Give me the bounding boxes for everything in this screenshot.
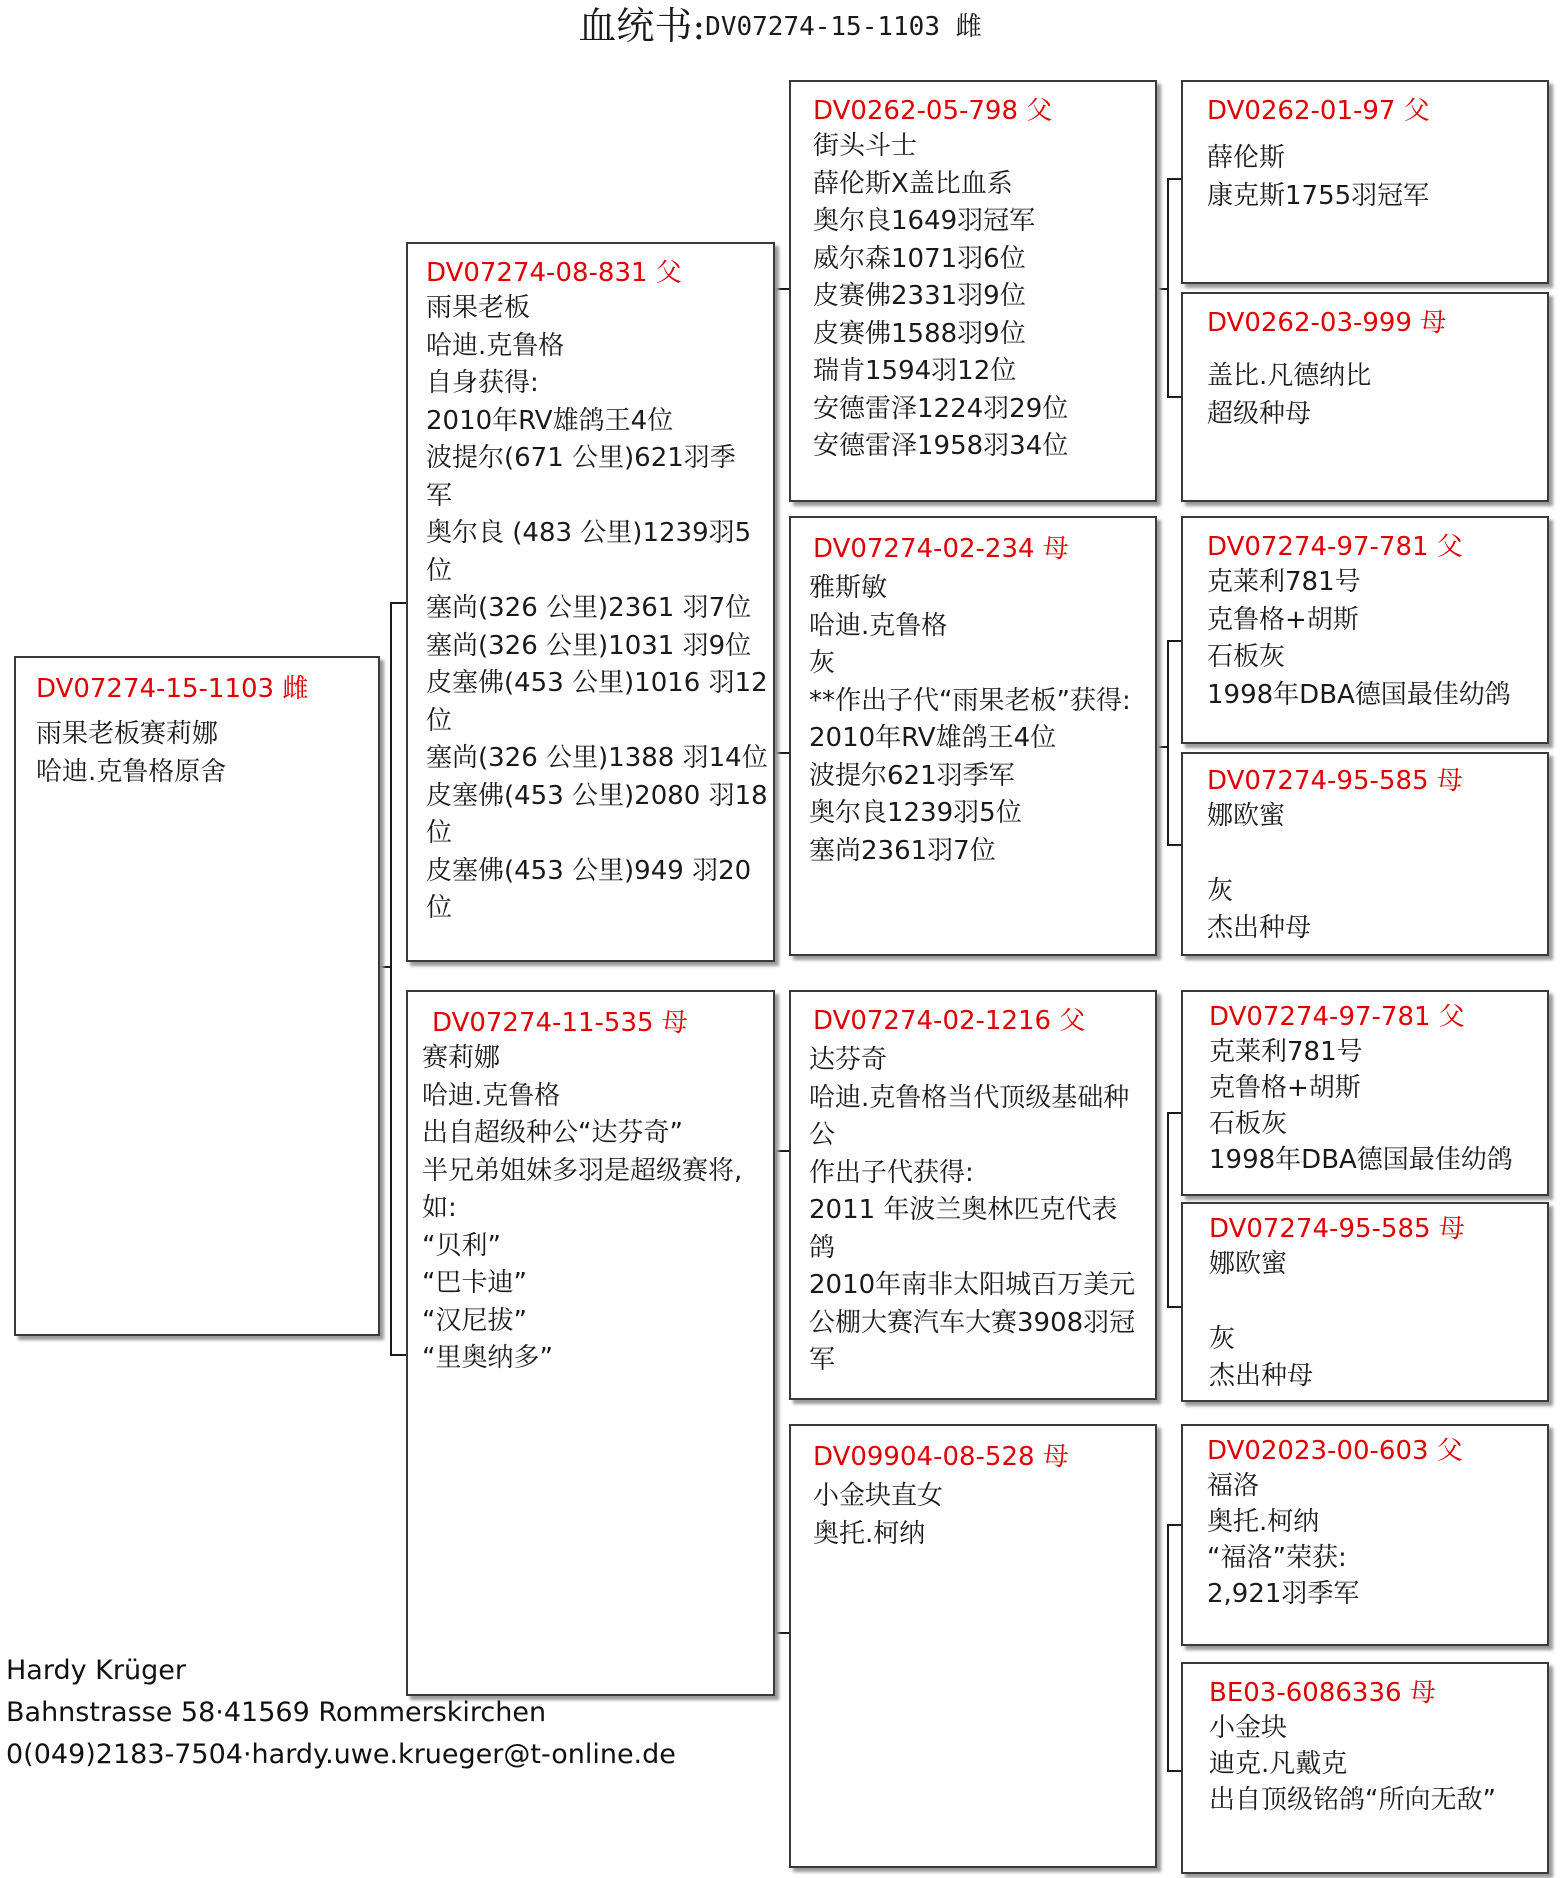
connector: [1167, 1524, 1169, 1772]
info-line: 奥尔良 (483 公里)1239羽5位: [426, 518, 752, 586]
ring-number: DV07274-02-1216 父: [813, 1006, 1086, 1036]
subject-box: [14, 656, 380, 1336]
spacer: [1209, 1284, 1533, 1321]
info-line: “巴卡迪”: [422, 1268, 527, 1298]
info-line: 灰: [809, 648, 836, 678]
connector: [390, 1354, 406, 1356]
info-line: 皮塞佛(453 公里)2080 羽18位: [426, 780, 768, 848]
ring-number: DV07274-97-781 父: [1207, 532, 1463, 562]
info-line: 波提尔(671 公里)621羽季军: [426, 443, 736, 511]
info-line: 自身获得:: [426, 368, 539, 398]
info-line: 出自顶级铭鸽“所向无敌”: [1209, 1785, 1496, 1815]
ring-number: DV0262-05-798 父: [813, 96, 1053, 126]
granddam-paternal-box: [789, 516, 1157, 956]
ring-number: DV07274-97-781 父: [1209, 1002, 1465, 1032]
info-line: 哈迪.克鲁格当代顶级基础种公: [809, 1082, 1130, 1150]
grandsire-paternal-box: [789, 80, 1157, 502]
info-line: 皮塞佛(453 公里)1016 羽12位: [426, 668, 768, 736]
info-line: 1998年DBA德国最佳幼鸽: [1209, 1145, 1513, 1175]
info-line: 威尔森1071羽6位: [813, 243, 1026, 274]
info-line: 薛伦斯X盖比血系: [813, 168, 1013, 199]
info-line: 塞尚(326 公里)1031 羽9位: [426, 630, 752, 661]
info-line: 2010年南非太阳城百万美元公棚大赛汽车大赛3908羽冠军: [809, 1270, 1136, 1375]
connector: [1157, 746, 1168, 748]
info-line: 福洛: [1207, 1471, 1260, 1501]
info-line: 瑞肯1594羽12位: [813, 356, 1017, 386]
info-line: 安德雷泽1958羽34位: [813, 431, 1069, 461]
info-line: 作出子代获得:: [809, 1157, 974, 1188]
info-line: 2011 年波兰奥林匹克代表鸽: [809, 1195, 1118, 1263]
connector: [390, 602, 392, 1356]
info-line: 雨果老板赛莉娜: [36, 719, 219, 749]
mff-box: [1181, 990, 1549, 1196]
granddam-maternal-box: [789, 1424, 1157, 1868]
ring-number: DV02023-00-603 父: [1207, 1436, 1463, 1466]
page-title: [0, 0, 1560, 53]
info-line: 杰出种母: [1207, 913, 1312, 943]
info-line: 盖比.凡德纳比: [1207, 361, 1372, 391]
info-line: 雨果老板: [426, 293, 531, 323]
info-line: 娜欧蜜: [1207, 801, 1286, 831]
info-line: 薛伦斯: [1207, 143, 1286, 173]
info-line: 塞尚2361羽7位: [809, 835, 996, 866]
info-line: 克莱利781号: [1209, 1037, 1363, 1067]
info-line: 灰: [1207, 875, 1234, 906]
info-line: “福洛”荣获:: [1207, 1543, 1347, 1573]
info-line: 1998年DBA德国最佳幼鸽: [1207, 679, 1511, 710]
connector: [1167, 640, 1181, 642]
mmm-box: [1181, 1662, 1549, 1874]
info-line: 达芬奇: [809, 1045, 888, 1075]
spacer: [1207, 836, 1533, 873]
info-line: 克鲁格+胡斯: [1207, 604, 1359, 635]
info-line: 塞尚(326 公里)1388 羽14位: [426, 743, 768, 773]
ring-number: DV0262-01-97 父: [1207, 96, 1430, 126]
info-line: **作出子代“雨果老板”获得:: [809, 685, 1131, 716]
info-line: 小金块直女: [813, 1481, 944, 1511]
info-line: 石板灰: [1209, 1109, 1288, 1139]
connector: [775, 1150, 777, 1634]
connector: [1167, 396, 1181, 398]
info-line: 塞尚(326 公里)2361 羽7位: [426, 593, 752, 623]
connector: [775, 288, 789, 290]
ring-number: DV07274-02-234 母: [813, 534, 1069, 564]
info-line: 皮赛佛1588羽9位: [813, 318, 1026, 349]
info-line: 哈迪.克鲁格: [422, 1080, 561, 1111]
connector: [1157, 288, 1168, 290]
ring-number: BE03-6086336 母: [1209, 1678, 1436, 1708]
info-line: 奥托.柯纳: [813, 1518, 926, 1549]
connector: [1167, 178, 1181, 180]
info-line: 石板灰: [1207, 642, 1286, 672]
connector: [1167, 1112, 1169, 1308]
info-line: 哈迪.克鲁格: [809, 610, 948, 641]
info-line: 奥尔良1649羽冠军: [813, 206, 1036, 236]
connector: [1167, 640, 1169, 846]
info-line: 2010年RV雄鸽王4位: [426, 405, 674, 436]
info-line: 雅斯敏: [809, 573, 888, 603]
connector: [775, 1632, 789, 1634]
info-line: 克鲁格+胡斯: [1209, 1073, 1361, 1103]
info-line: 小金块: [1209, 1713, 1288, 1743]
info-line: 皮赛佛2331羽9位: [813, 281, 1026, 311]
connector: [775, 752, 789, 754]
ring-number: DV07274-95-585 母: [1209, 1214, 1465, 1244]
connector: [1167, 1524, 1181, 1526]
ring-number: DV07274-08-831 父: [426, 258, 682, 288]
info-line: 皮塞佛(453 公里)949 羽20位: [426, 855, 752, 923]
info-line: 康克斯1755羽冠军: [1207, 180, 1430, 211]
info-line: 奥托.柯纳: [1207, 1507, 1320, 1537]
info-line: 2010年RV雄鸽王4位: [809, 723, 1057, 753]
connector: [1167, 1112, 1181, 1114]
info-line: 灰: [1209, 1323, 1236, 1354]
info-line: “贝利”: [422, 1230, 501, 1261]
connector: [775, 288, 777, 754]
info-line: 哈迪.克鲁格原舍: [36, 756, 227, 787]
ring-number: DV0262-03-999 母: [1207, 308, 1447, 338]
info-line: “汉尼拔”: [422, 1305, 527, 1336]
info-line: 超级种母: [1207, 398, 1312, 429]
breeder-contact: [6, 1650, 676, 1776]
info-line: 2,921羽季军: [1207, 1579, 1360, 1609]
mfm-box: [1181, 1202, 1549, 1402]
connector: [390, 602, 406, 604]
info-line: 波提尔621羽季军: [809, 760, 1015, 791]
info-line: 赛莉娜: [422, 1043, 501, 1073]
connector: [1167, 1770, 1181, 1772]
info-line: 迪克.凡戴克: [1209, 1749, 1348, 1779]
ffm-box: [1181, 292, 1549, 502]
fff-box: [1181, 80, 1549, 284]
title-code: DV07274-15-1103 雌: [705, 12, 982, 42]
connector: [1167, 1306, 1181, 1308]
father-box: [406, 242, 775, 962]
info-line: 哈迪.克鲁格: [426, 330, 565, 361]
info-line: 半兄弟姐妹多羽是超级赛将,如:: [422, 1155, 743, 1223]
breeder-name: Hardy Krüger: [6, 1655, 186, 1686]
title-label: 血统书:: [578, 4, 706, 48]
info-line: 出自超级种公“达芬奇”: [422, 1118, 683, 1148]
fmf-box: [1181, 516, 1549, 744]
info-line: 杰出种母: [1209, 1361, 1314, 1391]
info-line: 奥尔良1239羽5位: [809, 798, 1022, 828]
breeder-phone-email: 0(049)2183-7504·hardy.uwe.krueger@t-online.de: [6, 1739, 676, 1770]
ring-number: DV07274-11-535 母: [432, 1008, 688, 1038]
connector: [380, 966, 391, 968]
mmf-box: [1181, 1424, 1549, 1646]
mother-box: [406, 990, 775, 1696]
info-line: 街头斗士: [813, 131, 918, 161]
breeder-address: Bahnstrasse 58·41569 Rommerskirchen: [6, 1697, 547, 1728]
fmm-box: [1181, 752, 1549, 956]
ring-number: DV09904-08-528 母: [813, 1442, 1069, 1472]
ring-number: DV07274-95-585 母: [1207, 766, 1463, 796]
info-line: “里奥纳多”: [422, 1343, 553, 1373]
connector: [775, 1150, 789, 1152]
ring-number: DV07274-15-1103 雌: [36, 674, 309, 704]
grandsire-maternal-box: [789, 990, 1157, 1400]
connector: [1167, 844, 1181, 846]
info-line: 娜欧蜜: [1209, 1249, 1288, 1279]
info-line: 安德雷泽1224羽29位: [813, 393, 1069, 424]
info-line: 克莱利781号: [1207, 567, 1361, 597]
